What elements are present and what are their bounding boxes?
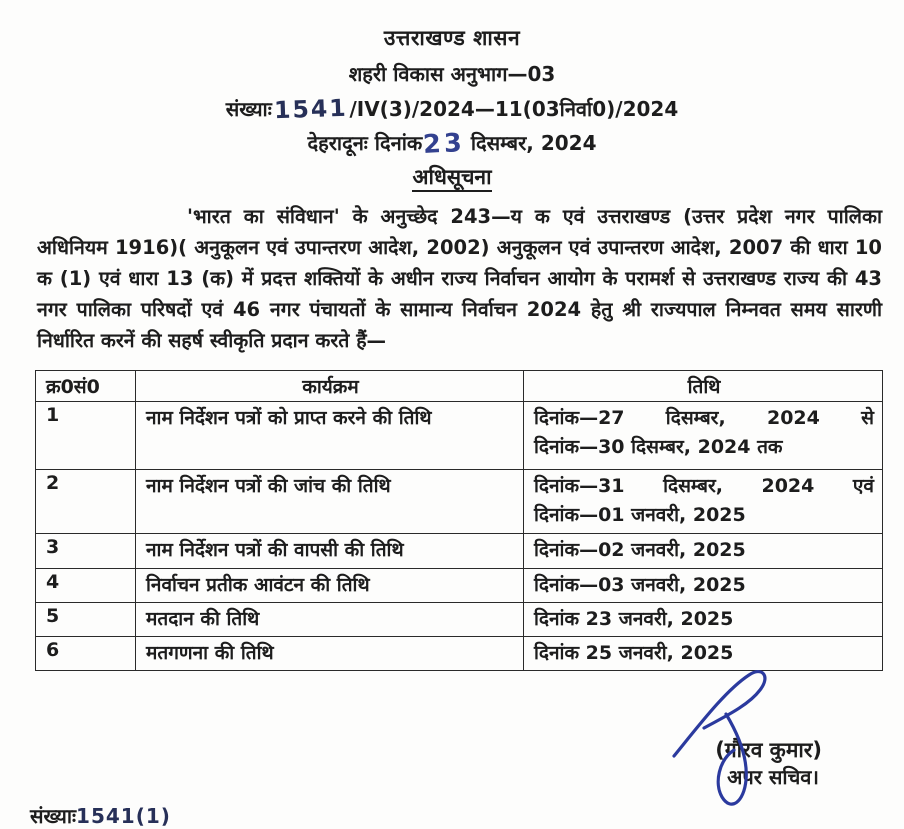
table-row — [36, 569, 883, 603]
document-header — [0, 24, 904, 191]
signatory-name: (गौरव कुमार) — [715, 738, 822, 762]
date-cell — [524, 470, 883, 534]
sn-cell: 3 — [36, 534, 136, 569]
sn-cell: 6 — [36, 637, 136, 671]
sn-cell: 4 — [36, 569, 136, 603]
date-line-1: दिनांक 25 जनवरी, 2025 — [534, 642, 734, 664]
footer-handwritten-number: 1541(1) — [76, 804, 171, 828]
department-section-line: शहरी विकास अनुभाग—03 — [348, 62, 556, 86]
date-line-1: दिनांक—31 दिसम्बर, 2024 एवं — [534, 475, 874, 497]
program-cell: नाम निर्देशन पत्रों को प्राप्त करने की तिथि — [136, 402, 524, 470]
election-schedule-table — [35, 370, 883, 671]
notification-heading: अधिसूचना — [412, 165, 491, 192]
table-row — [36, 534, 883, 569]
ref-suffix: /IV(3)/2024—11(03निर्वा0)/2024 — [349, 97, 679, 121]
body-paragraph: 'भारत का संविधान' के अनुच्छेद 243—य क एवं उत्तराखण्ड (उत्तर प्रदेश नगर पालिका अधिनियम 1916)( अनुकूलन एवं उपान्तरण आदेश, 2002) अनुकूलन एवं उपान्तरण आदेश, 2007 की धारा 10 क (1) एवं धारा 13 (क) में प्रदत्त शक्तियों के अधीन राज्य निर्वाचन आयोग के परामर्श से उत्तराखण्ड राज्य की 43 नगर पालिका परिषदों एवं 46 नगर पंचायतों के सामान्य निर्वाचन 2024 हेतु श्री राज्यपाल निम्नवत समय सारणी निर्धारित करनें की सहर्ष स्वीकृति प्रदान करते हैं— — [37, 205, 882, 352]
date-cell — [524, 637, 883, 671]
footer-partial-text — [30, 802, 171, 829]
signatory-designation: अपर सचिव। — [727, 765, 819, 789]
table-row — [36, 470, 883, 534]
ref-prefix: संख्याः — [225, 97, 272, 121]
reference-number-line — [0, 93, 904, 125]
date-line-1: दिनांक—02 जनवरी, 2025 — [534, 539, 746, 561]
sn-cell: 2 — [36, 470, 136, 534]
date-line-2: दिनांक—01 जनवरी, 2025 — [534, 504, 746, 526]
program-cell: मतदान की तिथि — [136, 603, 524, 637]
date-line-1: दिनांक—03 जनवरी, 2025 — [534, 574, 746, 596]
date-line-1: दिनांक 23 जनवरी, 2025 — [534, 608, 734, 630]
date-cell — [524, 534, 883, 569]
header-date: तिथि — [524, 371, 883, 402]
handwritten-date: 23 — [422, 127, 466, 161]
sn-cell: 1 — [36, 402, 136, 470]
place-date-suffix: दिसम्बर, 2024 — [470, 131, 597, 155]
header-program: कार्यक्रम — [136, 371, 524, 402]
program-cell: निर्वाचन प्रतीक आवंटन की तिथि — [136, 569, 524, 603]
program-cell: नाम निर्देशन पत्रों की वापसी की तिथि — [136, 534, 524, 569]
table-row — [36, 637, 883, 671]
program-cell: मतगणना की तिथि — [136, 637, 524, 671]
footer-prefix: संख्याः — [30, 804, 77, 828]
table-header-row — [36, 371, 883, 402]
date-cell — [524, 603, 883, 637]
table-row — [36, 603, 883, 637]
handwritten-ref-number: 1541 — [273, 93, 348, 125]
sn-cell: 5 — [36, 603, 136, 637]
date-line-2: दिनांक—30 दिसम्बर, 2024 तक — [534, 436, 783, 458]
program-cell: नाम निर्देशन पत्रों की जांच की तिथि — [136, 470, 524, 534]
place-date-line — [0, 127, 904, 161]
header-serial-number: क्र0सं0 — [36, 371, 136, 402]
table-row — [36, 402, 883, 470]
date-line-1: दिनांक—27 दिसम्बर, 2024 से — [534, 407, 874, 429]
date-cell — [524, 569, 883, 603]
place-date-prefix: देहरादूनः दिनांक — [307, 131, 423, 155]
government-title: उत्तराखण्ड शासन — [383, 26, 521, 50]
notification-heading-row — [0, 163, 904, 191]
date-cell — [524, 402, 883, 470]
